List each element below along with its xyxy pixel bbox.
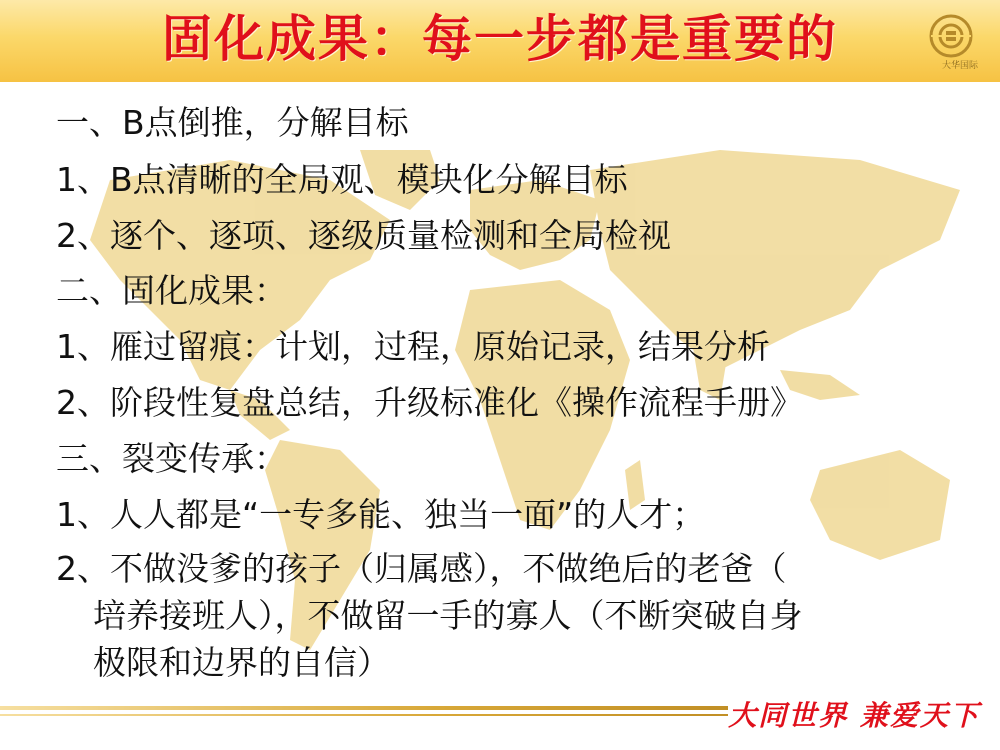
footer-divider [0,706,728,710]
heading-three: 三、裂变传承： [56,439,287,478]
heading-one: 一、B点倒推，分解目标 [56,103,409,142]
heading-two: 二、固化成果： [56,271,287,310]
footer-divider-thin [0,714,728,716]
list-item: 2、阶段性复盘总结，升级标准化《操作流程手册》 [56,383,803,422]
list-item: 2、逐个、逐项、逐级质量检测和全局检视 [56,216,671,255]
list-item: 1、B点清晰的全局观、模块化分解目标 [56,160,628,199]
logo-caption: 大华国际 [941,61,978,71]
list-item: 1、雁过留痕：计划，过程，原始记录，结果分析 [56,327,770,366]
footer-slogan: 大同世界 兼爱天下 [728,699,980,732]
slide-title: 固化成果：每一步都是重要的 [162,9,838,68]
list-item-continuation: 极限和边界的自信） [93,643,390,682]
list-item-continuation: 培养接班人），不做留一手的寡人（不断突破自身 [93,596,803,635]
list-item: 1、人人都是“一专多能、独当一面”的人才； [56,495,706,534]
list-item: 2、不做没爹的孩子（归属感），不做绝后的老爸（ [56,549,787,588]
